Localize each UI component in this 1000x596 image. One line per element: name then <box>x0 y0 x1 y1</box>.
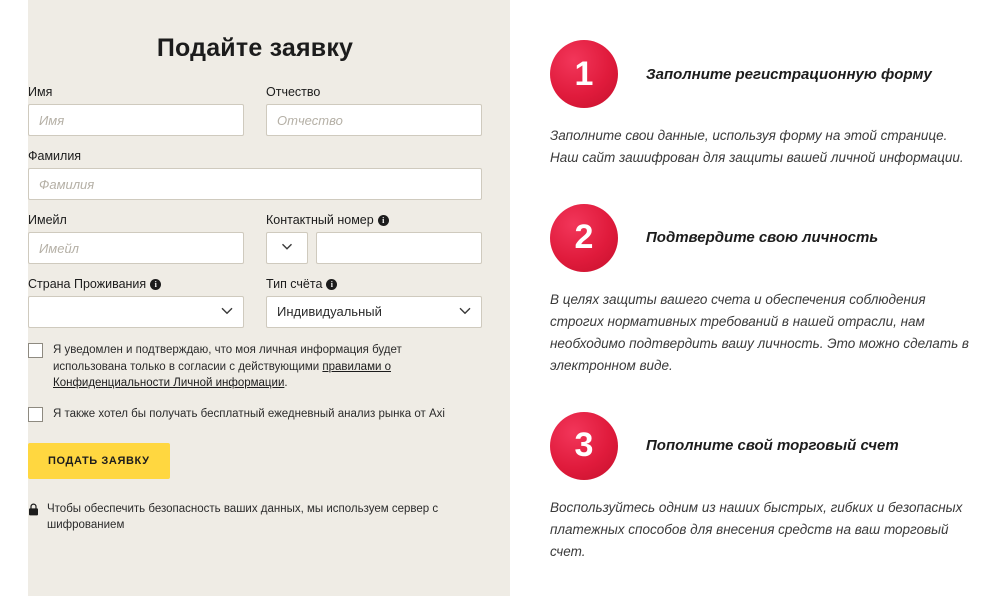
middle-name-input[interactable] <box>266 104 482 136</box>
chevron-down-icon <box>282 237 293 255</box>
step-2-number-badge: 2 <box>550 204 618 272</box>
country-group <box>28 277 244 328</box>
last-name-label: Фамилия <box>28 149 82 163</box>
info-icon[interactable]: i <box>326 279 337 290</box>
step-1-title: Заполните регистрационную форму <box>646 65 932 83</box>
country-account-row <box>28 277 482 328</box>
first-name-input[interactable] <box>28 104 244 136</box>
step-1-body: Заполните свои данные, используя форму на этой странице. Наш сайт зашифрован для защиты вашей личной информации. <box>550 128 964 166</box>
step-2-title: Подтвердите свою личность <box>646 229 879 247</box>
info-icon[interactable]: i <box>150 279 161 290</box>
account-type-select-wrap <box>266 296 482 328</box>
phone-number-input[interactable] <box>316 232 482 264</box>
account-type-label <box>266 277 482 291</box>
step-3-head <box>550 412 978 480</box>
step-2-body: В целях защиты вашего счета и обеспечения соблюдения строгих нормативных требований в нашей отрасли, нам необходимо подтвердить вашу личность. Это можно сделать в электронном виде. <box>550 291 969 374</box>
email-input[interactable] <box>28 232 244 264</box>
phone-input-row <box>266 232 482 264</box>
step-1-head <box>550 40 978 108</box>
phone-label-text: Контактный номер <box>266 213 374 227</box>
middle-name-group <box>266 85 482 136</box>
security-note-text: Чтобы обеспечить безопасность ваших данных, мы используем сервер с шифрованием <box>47 502 439 532</box>
last-name-input[interactable] <box>28 168 482 200</box>
newsletter-consent-row <box>28 406 482 423</box>
privacy-consent-row <box>28 342 482 392</box>
country-label-text: Страна Проживания <box>28 277 147 291</box>
name-row <box>28 85 482 136</box>
privacy-consent-text <box>53 342 453 392</box>
info-icon[interactable]: i <box>378 215 389 226</box>
step-2-head <box>550 204 978 272</box>
lock-icon <box>28 503 39 522</box>
newsletter-consent-checkbox[interactable] <box>28 407 43 422</box>
email-label: Имейл <box>28 213 67 227</box>
account-type-label-text: Тип счёта <box>266 277 323 291</box>
steps-panel <box>510 0 1000 596</box>
submit-application-button[interactable]: ПОДАТЬ ЗАЯВКУ <box>28 443 170 479</box>
privacy-policy-link[interactable]: правилами о Конфиденциальности Личной информации <box>53 360 391 390</box>
email-group <box>28 213 244 264</box>
privacy-consent-text-after: . <box>284 377 288 390</box>
step-3-body: Воспользуйтесь одним из наших быстрых, гибких и безопасных платежных способов для внесения средств на ваш торговый счет. <box>550 499 963 560</box>
page-title: Подайте заявку <box>156 34 354 62</box>
first-name-group <box>28 85 244 136</box>
step-3 <box>550 412 978 564</box>
phone-group <box>266 213 482 264</box>
step-1-number-badge: 1 <box>550 40 618 108</box>
panel-left-gutter <box>0 0 28 596</box>
newsletter-consent-text: Я также хотел бы получать бесплатный ежедневный анализ рынка от Axi <box>53 408 445 421</box>
last-name-group <box>28 149 482 200</box>
account-type-group <box>266 277 482 328</box>
country-code-select[interactable] <box>266 232 308 264</box>
security-note <box>28 501 478 534</box>
phone-label <box>266 213 482 227</box>
country-label <box>28 277 244 291</box>
country-select-wrap <box>28 296 244 328</box>
privacy-consent-text-before: Я уведомлен и подтверждаю, что моя личная информация будет использована только в согласии с действующими <box>53 344 402 373</box>
middle-name-label: Отчество <box>266 85 321 99</box>
step-3-number-badge: 3 <box>550 412 618 480</box>
step-1 <box>550 40 978 170</box>
contact-row <box>28 213 482 264</box>
account-type-select[interactable] <box>266 296 482 328</box>
step-3-title: Пополните свой торговый счет <box>646 437 899 455</box>
first-name-label: Имя <box>28 85 53 99</box>
step-2 <box>550 204 978 378</box>
privacy-consent-checkbox[interactable] <box>28 343 43 358</box>
country-select[interactable] <box>28 296 244 328</box>
